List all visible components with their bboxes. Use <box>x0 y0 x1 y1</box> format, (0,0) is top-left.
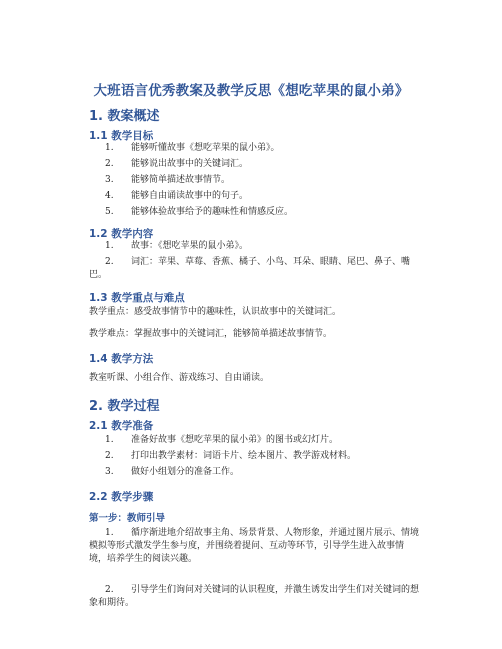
list-text: 打印出教学素材：词语卡片、绘本图片、教学游戏材料。 <box>131 451 357 461</box>
goals-heading: 1.1 教学目标 <box>89 130 154 142</box>
list-text: 能够体验故事给予的趣味性和情感反应。 <box>131 207 294 217</box>
list-number: 3. <box>105 467 114 477</box>
focus-heading: 1.3 教学重点与难点 <box>89 292 185 304</box>
list-text: 词汇：苹果、草莓、香蕉、橘子、小鸟、耳朵、眼睛、尾巴、鼻子、嘴巴。 <box>89 257 411 280</box>
list-text: 能够说出故事中的关键词汇。 <box>131 159 249 169</box>
steps-heading: 2.2 教学步骤 <box>89 491 154 503</box>
list-item <box>89 434 421 447</box>
list-number: 4. <box>105 191 114 201</box>
list-text: 能够自由诵读故事中的句子。 <box>131 191 249 201</box>
list-text: 能够简单描述故事情节。 <box>131 175 231 185</box>
list-item <box>89 584 421 610</box>
list-number: 1. <box>105 435 114 445</box>
list-number: 1. <box>105 143 114 153</box>
list-text: 能够听懂故事《想吃苹果的鼠小弟》。 <box>131 143 280 153</box>
list-number: 1. <box>105 241 114 251</box>
list-text: 做好小组划分的准备工作。 <box>131 467 240 477</box>
list-text: 准备好故事《想吃苹果的鼠小弟》的图书或幻灯片。 <box>131 435 339 445</box>
list-item <box>89 142 421 155</box>
list-item <box>89 466 421 479</box>
step1-heading: 第一步：教师引导 <box>89 513 166 524</box>
method-text: 教室听课、小组合作、游戏练习、自由诵读。 <box>89 373 270 383</box>
list-number: 3. <box>105 175 114 185</box>
section-2-heading: 2. 教学过程 <box>89 399 160 414</box>
list-item <box>89 206 421 219</box>
list-number: 1. <box>105 528 114 538</box>
list-item <box>89 450 421 463</box>
list-number: 2. <box>105 585 114 595</box>
list-number: 2. <box>105 159 114 169</box>
list-number: 5. <box>105 207 114 217</box>
section-1-heading: 1. 教案概述 <box>89 109 160 124</box>
list-item <box>89 158 421 171</box>
list-text: 循序渐进地介绍故事主角、场景背景、人物形象，并通过图片展示、情境模拟等形式激发学生参与度，并围绕着提问、互动等环节，引导学生进入故事情境，培养学生的阅读兴趣。 <box>89 528 420 564</box>
list-item <box>89 527 421 566</box>
content-heading: 1.2 教学内容 <box>89 228 154 240</box>
list-text: 引导学生们询问对关键词的认识程度，并激生诱发出学生们对关键词的想象和期待。 <box>89 585 420 608</box>
focus-key-text: 教学重点：感受故事情节中的趣味性，认识故事中的关键词汇。 <box>89 307 342 317</box>
focus-hard-text: 教学难点：掌握故事中的关键词汇，能够简单描述故事情节。 <box>89 329 333 339</box>
list-item <box>89 190 421 203</box>
method-heading: 1.4 教学方法 <box>89 353 154 365</box>
list-item <box>89 174 421 187</box>
list-number: 2. <box>105 257 114 267</box>
list-text: 故事：《想吃苹果的鼠小弟》。 <box>131 241 249 251</box>
prep-heading: 2.1 教学准备 <box>89 420 154 432</box>
list-item <box>89 240 421 253</box>
document-title: 大班语言优秀教案及教学反思《想吃苹果的鼠小弟》 <box>93 83 409 99</box>
list-item <box>89 256 421 282</box>
list-number: 2. <box>105 451 114 461</box>
